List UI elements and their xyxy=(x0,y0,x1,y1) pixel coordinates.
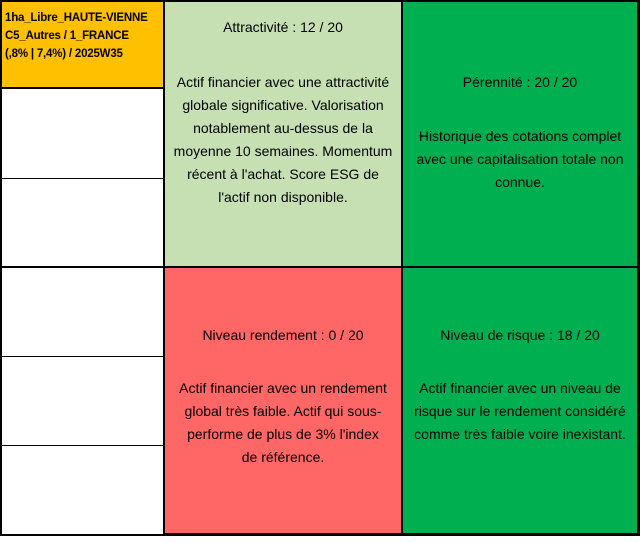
empty-cell[interactable] xyxy=(1,179,163,268)
identifier-line-2: C5_Autres / 1_FRANCE xyxy=(5,30,129,42)
perennite-title: Pérennité : 20 / 20 xyxy=(462,74,578,90)
rendement-title: Niveau rendement : 0 / 20 xyxy=(202,327,364,343)
empty-cell[interactable] xyxy=(1,446,163,535)
identifier-line-1: 1ha_Libre_HAUTE-VIENNE xyxy=(5,12,148,24)
empty-cell[interactable] xyxy=(1,357,163,446)
empty-cell[interactable] xyxy=(1,89,163,179)
rendement-description: Actif financier avec un rendement global très faible. Actif qui sous-performe de plus de 3% l'index de référence. xyxy=(179,380,387,465)
empty-cell[interactable] xyxy=(1,268,163,357)
risque-panel[interactable] xyxy=(402,267,638,534)
rendement-panel[interactable] xyxy=(164,267,402,534)
asset-identifier-cell[interactable] xyxy=(1,1,163,89)
risque-description: Actif financier avec un niveau de risque sur le rendement considéré comme très faible voire inexistant. xyxy=(414,380,626,442)
risque-title: Niveau de risque : 18 / 20 xyxy=(440,327,600,343)
perennite-description: Historique des cotations complet avec une capitalisation totale non connue. xyxy=(416,128,624,190)
attractivite-title: Attractivité : 12 / 20 xyxy=(223,19,343,35)
attractivite-description: Actif financier avec une attractivité globale significative. Valorisation notablement au-dessus de la moyenne 10 semaines. Momentum récent à l'achat. Score ESG de l'actif non disponible. xyxy=(173,74,393,205)
identifier-line-3: (,8% | 7,4%) / 2025W35 xyxy=(5,48,123,60)
perennite-panel[interactable] xyxy=(402,0,638,267)
attractivite-panel[interactable] xyxy=(164,0,402,267)
left-column xyxy=(0,0,164,536)
